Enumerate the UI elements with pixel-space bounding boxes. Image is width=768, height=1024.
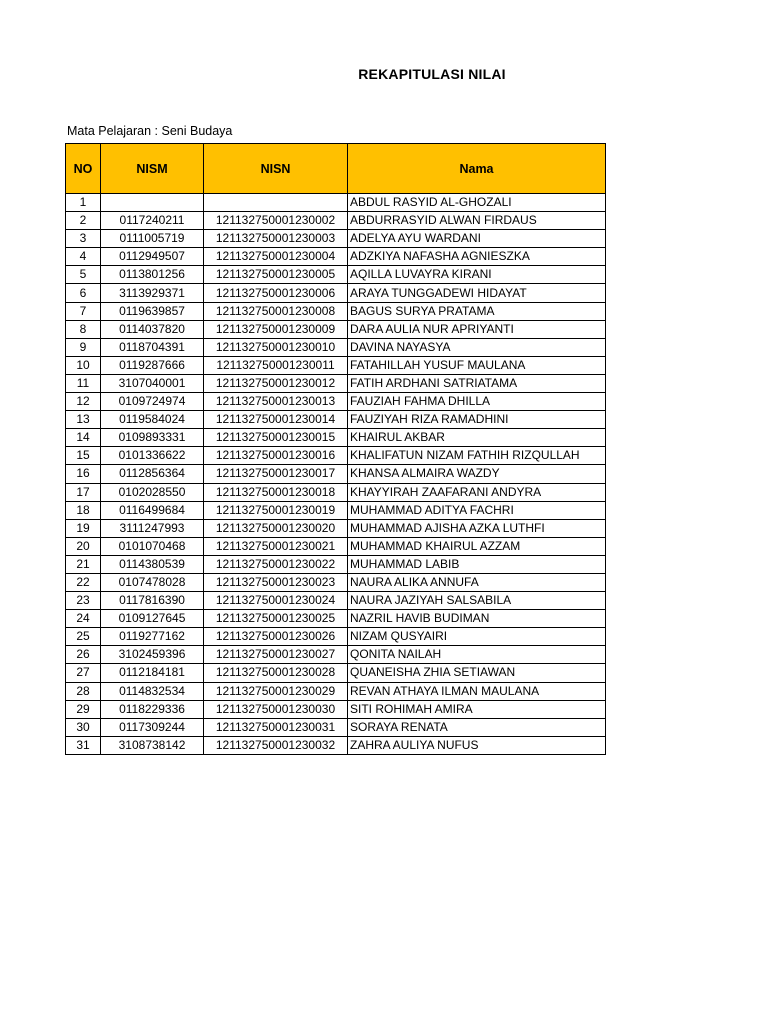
cell-no: 13 [66, 411, 101, 429]
cell-no: 6 [66, 284, 101, 302]
cell-nism: 0112184181 [101, 664, 204, 682]
table-row [66, 700, 606, 718]
cell-no: 14 [66, 429, 101, 447]
cell-nism: 0119639857 [101, 302, 204, 320]
table-row [66, 646, 606, 664]
cell-nisn: 121132750001230010 [204, 338, 348, 356]
cell-nama: BAGUS SURYA PRATAMA [348, 302, 606, 320]
cell-nama: NAURA ALIKA ANNUFA [348, 573, 606, 591]
cell-nama: REVAN ATHAYA ILMAN MAULANA [348, 682, 606, 700]
cell-nisn: 121132750001230009 [204, 320, 348, 338]
table-row [66, 320, 606, 338]
table-row [66, 356, 606, 374]
cell-no: 17 [66, 483, 101, 501]
cell-no: 1 [66, 194, 101, 212]
cell-nisn: 121132750001230008 [204, 302, 348, 320]
cell-nisn: 121132750001230028 [204, 664, 348, 682]
cell-nama: ARAYA TUNGGADEWI HIDAYAT [348, 284, 606, 302]
cell-nisn: 121132750001230017 [204, 465, 348, 483]
cell-nism: 0119584024 [101, 411, 204, 429]
cell-nama: FAUZIAH FAHMA DHILLA [348, 393, 606, 411]
cell-no: 28 [66, 682, 101, 700]
cell-nism: 0109127645 [101, 610, 204, 628]
cell-nisn: 121132750001230012 [204, 374, 348, 392]
cell-nisn: 121132750001230005 [204, 266, 348, 284]
cell-nism: 0114832534 [101, 682, 204, 700]
cell-nisn: 121132750001230031 [204, 718, 348, 736]
cell-nama: FATIH ARDHANI SATRIATAMA [348, 374, 606, 392]
cell-nisn: 121132750001230019 [204, 501, 348, 519]
cell-nism: 0107478028 [101, 573, 204, 591]
cell-no: 10 [66, 356, 101, 374]
cell-nama: MUHAMMAD KHAIRUL AZZAM [348, 537, 606, 555]
cell-nama: KHANSA ALMAIRA WAZDY [348, 465, 606, 483]
table-row [66, 664, 606, 682]
cell-nisn [204, 194, 348, 212]
cell-nama: ABDURRASYID ALWAN FIRDAUS [348, 212, 606, 230]
cell-nisn: 121132750001230026 [204, 628, 348, 646]
cell-nisn: 121132750001230003 [204, 230, 348, 248]
cell-nama: SITI ROHIMAH AMIRA [348, 700, 606, 718]
table-row [66, 718, 606, 736]
table-row [66, 519, 606, 537]
cell-no: 11 [66, 374, 101, 392]
cell-nama: DAVINA NAYASYA [348, 338, 606, 356]
table-row [66, 592, 606, 610]
cell-no: 19 [66, 519, 101, 537]
cell-nisn: 121132750001230013 [204, 393, 348, 411]
cell-nism: 0117240211 [101, 212, 204, 230]
cell-no: 21 [66, 555, 101, 573]
cell-nama: NAZRIL HAVIB BUDIMAN [348, 610, 606, 628]
cell-nism: 0112949507 [101, 248, 204, 266]
cell-nama: SORAYA RENATA [348, 718, 606, 736]
table-row [66, 429, 606, 447]
table-row [66, 266, 606, 284]
cell-nama: MUHAMMAD AJISHA AZKA LUTHFI [348, 519, 606, 537]
cell-nama: ABDUL RASYID AL-GHOZALI [348, 194, 606, 212]
cell-nism: 0101070468 [101, 537, 204, 555]
table-row [66, 194, 606, 212]
cell-nama: QONITA NAILAH [348, 646, 606, 664]
table-row [66, 338, 606, 356]
cell-no: 3 [66, 230, 101, 248]
cell-nisn: 121132750001230014 [204, 411, 348, 429]
cell-nism: 0118229336 [101, 700, 204, 718]
table-row [66, 537, 606, 555]
cell-no: 8 [66, 320, 101, 338]
cell-nama: MUHAMMAD LABIB [348, 555, 606, 573]
cell-no: 23 [66, 592, 101, 610]
cell-nism: 0109724974 [101, 393, 204, 411]
cell-nama: MUHAMMAD ADITYA FACHRI [348, 501, 606, 519]
cell-nama: KHAIRUL AKBAR [348, 429, 606, 447]
column-header-nama: Nama [348, 144, 606, 194]
cell-nama: ADZKIYA NAFASHA AGNIESZKA [348, 248, 606, 266]
cell-no: 2 [66, 212, 101, 230]
cell-nama: NAURA JAZIYAH SALSABILA [348, 592, 606, 610]
cell-nisn: 121132750001230025 [204, 610, 348, 628]
cell-no: 20 [66, 537, 101, 555]
table-row [66, 212, 606, 230]
cell-nisn: 121132750001230006 [204, 284, 348, 302]
table-row [66, 284, 606, 302]
cell-no: 9 [66, 338, 101, 356]
document-title: REKAPITULASI NILAI [358, 66, 506, 82]
cell-nisn: 121132750001230016 [204, 447, 348, 465]
cell-no: 16 [66, 465, 101, 483]
cell-nisn: 121132750001230020 [204, 519, 348, 537]
cell-nism: 0111005719 [101, 230, 204, 248]
table-row [66, 555, 606, 573]
cell-no: 4 [66, 248, 101, 266]
cell-nisn: 121132750001230002 [204, 212, 348, 230]
cell-no: 24 [66, 610, 101, 628]
cell-no: 29 [66, 700, 101, 718]
cell-nism: 0114380539 [101, 555, 204, 573]
table-row [66, 230, 606, 248]
subject-line: Mata Pelajaran : Seni Budaya [67, 124, 233, 138]
cell-nisn: 121132750001230032 [204, 736, 348, 754]
cell-nism: 0112856364 [101, 465, 204, 483]
table-header-row [66, 144, 606, 194]
table-row [66, 610, 606, 628]
cell-nism: 0114037820 [101, 320, 204, 338]
cell-no: 22 [66, 573, 101, 591]
cell-nama: KHALIFATUN NIZAM FATHIH RIZQULLAH [348, 447, 606, 465]
cell-nama: ADELYA AYU WARDANI [348, 230, 606, 248]
cell-nism: 0117309244 [101, 718, 204, 736]
column-header-no: NO [66, 144, 101, 194]
cell-no: 5 [66, 266, 101, 284]
cell-nism: 0102028550 [101, 483, 204, 501]
cell-nisn: 121132750001230022 [204, 555, 348, 573]
table-row [66, 682, 606, 700]
cell-nism: 3108738142 [101, 736, 204, 754]
table-row [66, 393, 606, 411]
cell-nisn: 121132750001230030 [204, 700, 348, 718]
table-row [66, 465, 606, 483]
cell-nisn: 121132750001230011 [204, 356, 348, 374]
table-row [66, 374, 606, 392]
cell-nism: 0101336622 [101, 447, 204, 465]
cell-nisn: 121132750001230023 [204, 573, 348, 591]
cell-nism: 0119277162 [101, 628, 204, 646]
cell-nisn: 121132750001230027 [204, 646, 348, 664]
cell-nisn: 121132750001230029 [204, 682, 348, 700]
cell-no: 27 [66, 664, 101, 682]
cell-nama: QUANEISHA ZHIA SETIAWAN [348, 664, 606, 682]
cell-no: 31 [66, 736, 101, 754]
cell-nama: AQILLA LUVAYRA KIRANI [348, 266, 606, 284]
cell-nism: 0118704391 [101, 338, 204, 356]
table-row [66, 302, 606, 320]
cell-nama: FAUZIYAH RIZA RAMADHINI [348, 411, 606, 429]
table-row [66, 248, 606, 266]
cell-nisn: 121132750001230004 [204, 248, 348, 266]
table-row [66, 483, 606, 501]
cell-nisn: 121132750001230018 [204, 483, 348, 501]
cell-no: 7 [66, 302, 101, 320]
cell-no: 18 [66, 501, 101, 519]
cell-nisn: 121132750001230015 [204, 429, 348, 447]
cell-nism [101, 194, 204, 212]
cell-nism: 3107040001 [101, 374, 204, 392]
cell-nism: 3111247993 [101, 519, 204, 537]
table-row [66, 736, 606, 754]
cell-nama: NIZAM QUSYAIRI [348, 628, 606, 646]
cell-nism: 3113929371 [101, 284, 204, 302]
table-row [66, 411, 606, 429]
cell-nama: ZAHRA AULIYA NUFUS [348, 736, 606, 754]
cell-nism: 3102459396 [101, 646, 204, 664]
cell-nism: 0117816390 [101, 592, 204, 610]
table-row [66, 628, 606, 646]
column-header-nism: NISM [101, 144, 204, 194]
cell-nism: 0109893331 [101, 429, 204, 447]
table-body [66, 194, 606, 755]
cell-nama: KHAYYIRAH ZAAFARANI ANDYRA [348, 483, 606, 501]
table-row [66, 447, 606, 465]
cell-no: 15 [66, 447, 101, 465]
cell-nism: 0113801256 [101, 266, 204, 284]
cell-nama: DARA AULIA NUR APRIYANTI [348, 320, 606, 338]
table-row [66, 501, 606, 519]
grades-table [65, 143, 606, 755]
cell-nism: 0119287666 [101, 356, 204, 374]
cell-nisn: 121132750001230021 [204, 537, 348, 555]
table-row [66, 573, 606, 591]
cell-nism: 0116499684 [101, 501, 204, 519]
cell-no: 12 [66, 393, 101, 411]
cell-no: 30 [66, 718, 101, 736]
column-header-nisn: NISN [204, 144, 348, 194]
cell-no: 26 [66, 646, 101, 664]
cell-no: 25 [66, 628, 101, 646]
cell-nama: FATAHILLAH YUSUF MAULANA [348, 356, 606, 374]
cell-nisn: 121132750001230024 [204, 592, 348, 610]
